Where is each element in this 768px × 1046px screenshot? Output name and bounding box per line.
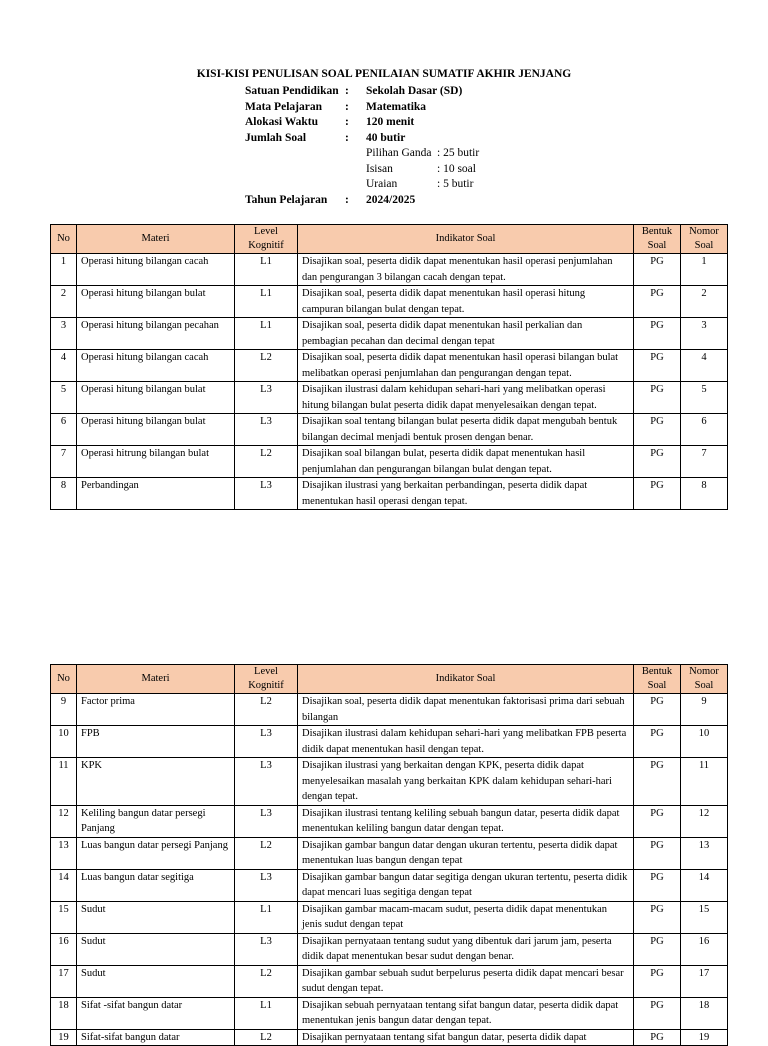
col-level [235, 665, 298, 694]
row-nomor: 4 [681, 350, 728, 382]
row-bentuk: PG [634, 837, 681, 869]
row-no: 17 [51, 965, 77, 997]
row-nomor: 10 [681, 726, 728, 758]
row-materi: Operasi hitrung bilangan bulat [77, 446, 235, 478]
row-indikator: Disajikan soal bilangan bulat, peserta didik dapat menentukan hasil penjumlahan dan pengurangan bilangan bulat dengan tepat. [298, 446, 634, 478]
row-nomor: 18 [681, 997, 728, 1029]
col-nomor [681, 225, 728, 254]
table-header-row [51, 665, 728, 694]
mapel-label: Mata Pelajaran [245, 100, 322, 113]
col-indikator: Indikator Soal [298, 225, 634, 254]
row-nomor: 14 [681, 869, 728, 901]
row-level: L1 [235, 254, 298, 286]
pg-label: Pilihan Ganda [366, 147, 432, 159]
col-bentuk-line2: Soal [647, 240, 667, 251]
document-title: KISI-KISI PENULISAN SOAL PENILAIAN SUMATIF AKHIR JENJANG [196, 68, 572, 80]
alokasi-label: Alokasi Waktu [245, 116, 318, 128]
col-materi: Materi [77, 225, 235, 254]
row-level: L1 [235, 286, 298, 318]
row-nomor: 9 [681, 694, 728, 726]
row-materi: Operasi hitung bilangan bulat [77, 286, 235, 318]
uraian-label: Uraian [366, 178, 398, 190]
col-bentuk-line1: Bentuk [641, 226, 673, 237]
colon: : [345, 193, 349, 206]
pg-value: : 25 butir [437, 147, 480, 159]
table-row [51, 965, 728, 997]
table-row [51, 350, 728, 382]
colon: : [345, 100, 349, 113]
table-row [51, 837, 728, 869]
row-nomor: 7 [681, 446, 728, 478]
row-no: 12 [51, 805, 77, 837]
row-bentuk: PG [634, 997, 681, 1029]
col-nomor-line1: Nomor [689, 666, 719, 677]
row-bentuk: PG [634, 933, 681, 965]
col-bentuk-line1: Bentuk [641, 666, 673, 677]
row-indikator: Disajikan gambar macam-macam sudut, peserta didik dapat menentukan jenis sudut dengan tepat [298, 901, 634, 933]
row-materi: Sudut [77, 901, 235, 933]
row-materi: Sudut [77, 933, 235, 965]
col-level-line1: Level [254, 666, 278, 677]
row-level: L1 [235, 997, 298, 1029]
row-level: L3 [235, 726, 298, 758]
row-nomor: 11 [681, 758, 728, 806]
mapel-value: Matematika [366, 100, 427, 113]
row-level: L3 [235, 758, 298, 806]
row-bentuk: PG [634, 414, 681, 446]
alokasi-value: 120 menit [366, 116, 415, 128]
row-no: 15 [51, 901, 77, 933]
row-materi: Sifat -sifat bangun datar [77, 997, 235, 1029]
row-materi: Operasi hitung bilangan pecahan [77, 318, 235, 350]
colon: : [345, 131, 349, 144]
row-level: L2 [235, 965, 298, 997]
row-no: 19 [51, 1029, 77, 1046]
row-nomor: 3 [681, 318, 728, 350]
table-row [51, 805, 728, 837]
table-row [51, 318, 728, 350]
kisi-table-1 [50, 224, 728, 510]
row-materi: Factor prima [77, 694, 235, 726]
row-level: L3 [235, 478, 298, 510]
col-bentuk-line2: Soal [647, 680, 667, 691]
tahun-value: 2024/2025 [366, 193, 416, 206]
row-bentuk: PG [634, 478, 681, 510]
row-materi: FPB [77, 726, 235, 758]
satuan-value: Sekolah Dasar (SD) [366, 85, 463, 97]
row-bentuk: PG [634, 694, 681, 726]
row-no: 14 [51, 869, 77, 901]
row-bentuk: PG [634, 446, 681, 478]
table-1-body [51, 254, 728, 510]
row-indikator: Disajikan soal, peserta didik dapat menentukan hasil perkalian dan pembagian pecahan dan decimal dengan tepat [298, 318, 634, 350]
row-indikator: Disajikan sebuah pernyataan tentang sifat bangun datar, peserta didik dapat menentukan jenis bangun datar dengan tepat. [298, 997, 634, 1029]
row-no: 3 [51, 318, 77, 350]
row-bentuk: PG [634, 901, 681, 933]
jumlah-label: Jumlah Soal [245, 131, 307, 144]
row-bentuk: PG [634, 318, 681, 350]
row-bentuk: PG [634, 758, 681, 806]
table-2-body [51, 694, 728, 1046]
row-no: 5 [51, 382, 77, 414]
row-no: 16 [51, 933, 77, 965]
row-indikator: Disajikan ilustrasi dalam kehidupan sehari-hari yang melibatkan operasi hitung bilangan bulat peserta didik dapat menyelesaikan dengan tepat. [298, 382, 634, 414]
row-level: L3 [235, 805, 298, 837]
row-materi: Operasi hitung bilangan bulat [77, 414, 235, 446]
row-indikator: Disajikan gambar bangun datar dengan ukuran tertentu, peserta didik dapat menentukan luas bangun dengan tepat [298, 837, 634, 869]
row-level: L2 [235, 350, 298, 382]
colon: : [345, 85, 349, 97]
col-nomor-line2: Soal [694, 240, 714, 251]
row-no: 6 [51, 414, 77, 446]
row-nomor: 13 [681, 837, 728, 869]
row-no: 18 [51, 997, 77, 1029]
row-nomor: 5 [681, 382, 728, 414]
col-level [235, 225, 298, 254]
uraian-value: : 5 butir [437, 178, 474, 190]
row-indikator: Disajikan ilustrasi yang berkaitan perbandingan, peserta didik dapat menentukan hasil operasi dengan tepat. [298, 478, 634, 510]
row-nomor: 8 [681, 478, 728, 510]
row-bentuk: PG [634, 726, 681, 758]
row-nomor: 15 [681, 901, 728, 933]
row-level: L2 [235, 446, 298, 478]
row-indikator: Disajikan soal, peserta didik dapat menentukan faktorisasi prima dari sebuah bilangan [298, 694, 634, 726]
row-no: 8 [51, 478, 77, 510]
tahun-label: Tahun Pelajaran [245, 193, 328, 206]
col-nomor [681, 665, 728, 694]
row-no: 1 [51, 254, 77, 286]
col-level-line1: Level [254, 226, 278, 237]
row-indikator: Disajikan gambar bangun datar segitiga dengan ukuran tertentu, peserta didik dapat mencari luas segitiga dengan tepat [298, 869, 634, 901]
row-level: L3 [235, 382, 298, 414]
col-level-line2: Kognitif [248, 680, 284, 691]
row-no: 11 [51, 758, 77, 806]
row-materi: Perbandingan [77, 478, 235, 510]
row-indikator: Disajikan soal tentang bilangan bulat peserta didik dapat mengubah bentuk bilangan decimal menjadi bentuk prosen dengan benar. [298, 414, 634, 446]
isian-value: : 10 soal [437, 162, 476, 175]
row-bentuk: PG [634, 382, 681, 414]
row-nomor: 6 [681, 414, 728, 446]
table-row [51, 694, 728, 726]
satuan-label: Satuan Pendidikan [245, 85, 339, 97]
row-bentuk: PG [634, 965, 681, 997]
row-level: L3 [235, 414, 298, 446]
row-nomor: 12 [681, 805, 728, 837]
table-row [51, 997, 728, 1029]
row-materi: Luas bangun datar persegi Panjang [77, 837, 235, 869]
table-row [51, 414, 728, 446]
row-indikator: Disajikan soal, peserta didik dapat menentukan hasil operasi penjumlahan dan pengurangan 3 bilangan cacah dengan tepat. [298, 254, 634, 286]
row-bentuk: PG [634, 286, 681, 318]
table-row [51, 933, 728, 965]
row-indikator: Disajikan soal, peserta didik dapat menentukan hasil operasi bilangan bulat melibatkan operasi penjumlahan dan pengurangan dengan tepat. [298, 350, 634, 382]
row-indikator: Disajikan ilustrasi yang berkaitan dengan KPK, peserta didik dapat menyelesaikan masalah yang berkaitan KPK dalam kehidupan sehari-hari dengan tepat. [298, 758, 634, 806]
row-level: L1 [235, 901, 298, 933]
table-row [51, 1029, 728, 1046]
row-materi: Operasi hitung bilangan bulat [77, 382, 235, 414]
row-materi: Sudut [77, 965, 235, 997]
col-nomor-line1: Nomor [689, 226, 719, 237]
row-level: L2 [235, 1029, 298, 1046]
row-indikator: Disajikan pernyataan tentang sudut yang dibentuk dari jarum jam, peserta didik dapat menentukan besar sudut dengan benar. [298, 933, 634, 965]
row-materi: Sifat-sifat bangun datar [77, 1029, 235, 1046]
jumlah-value: 40 butir [366, 131, 406, 144]
col-no: No [51, 665, 77, 694]
row-nomor: 19 [681, 1029, 728, 1046]
row-nomor: 2 [681, 286, 728, 318]
row-bentuk: PG [634, 350, 681, 382]
col-nomor-line2: Soal [694, 680, 714, 691]
col-bentuk [634, 665, 681, 694]
row-indikator: Disajikan pernyataan tentang sifat bangun datar, peserta didik dapat [298, 1029, 634, 1046]
row-no: 4 [51, 350, 77, 382]
row-materi: Operasi hitung bilangan cacah [77, 254, 235, 286]
table-row [51, 254, 728, 286]
row-level: L2 [235, 837, 298, 869]
row-nomor: 16 [681, 933, 728, 965]
table-row [51, 758, 728, 806]
row-bentuk: PG [634, 254, 681, 286]
col-materi: Materi [77, 665, 235, 694]
row-indikator: Disajikan soal, peserta didik dapat menentukan hasil operasi hitung campuran bilangan bulat dengan tepat. [298, 286, 634, 318]
row-no: 10 [51, 726, 77, 758]
row-no: 13 [51, 837, 77, 869]
kisi-table-2 [50, 664, 728, 1046]
isian-label: Isisan [366, 162, 393, 175]
row-bentuk: PG [634, 805, 681, 837]
row-materi: Keliling bangun datar persegi Panjang [77, 805, 235, 837]
row-bentuk: PG [634, 869, 681, 901]
row-nomor: 17 [681, 965, 728, 997]
table-row [51, 286, 728, 318]
colon: : [345, 116, 349, 128]
row-level: L1 [235, 318, 298, 350]
table-header-row [51, 225, 728, 254]
table-row [51, 478, 728, 510]
row-indikator: Disajikan ilustrasi tentang keliling sebuah bangun datar, peserta didik dapat menentukan keliling bangun datar dengan tepat. [298, 805, 634, 837]
row-level: L3 [235, 933, 298, 965]
table-row [51, 901, 728, 933]
row-indikator: Disajikan gambar sebuah sudut berpelurus peserta didik dapat mencari besar sudut dengan tepat. [298, 965, 634, 997]
row-nomor: 1 [681, 254, 728, 286]
row-materi: Luas bangun datar segitiga [77, 869, 235, 901]
col-indikator: Indikator Soal [298, 665, 634, 694]
col-level-line2: Kognitif [248, 240, 284, 251]
table-row [51, 726, 728, 758]
row-level: L2 [235, 694, 298, 726]
row-no: 9 [51, 694, 77, 726]
row-bentuk: PG [634, 1029, 681, 1046]
row-no: 7 [51, 446, 77, 478]
row-indikator: Disajikan ilustrasi dalam kehidupan sehari-hari yang melibatkan FPB peserta didik dapat menentukan hasil dengan tepat. [298, 726, 634, 758]
row-level: L3 [235, 869, 298, 901]
row-materi: Operasi hitung bilangan cacah [77, 350, 235, 382]
table-row [51, 446, 728, 478]
col-bentuk [634, 225, 681, 254]
table-row [51, 382, 728, 414]
row-materi: KPK [77, 758, 235, 806]
table-row [51, 869, 728, 901]
row-no: 2 [51, 286, 77, 318]
col-no: No [51, 225, 77, 254]
